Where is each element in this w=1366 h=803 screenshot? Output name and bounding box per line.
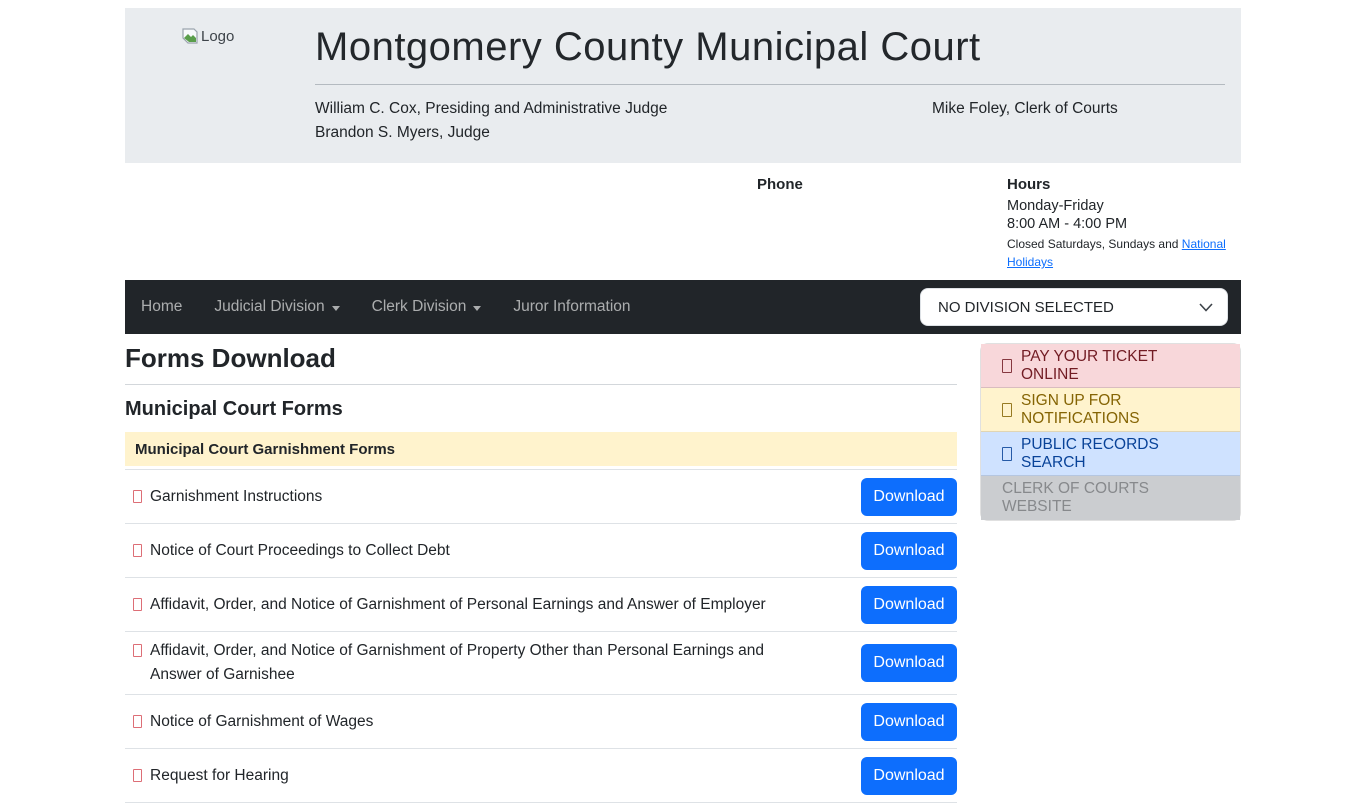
- form-file-icon: [133, 715, 142, 728]
- download-button[interactable]: Download: [861, 757, 957, 795]
- phone-section: [757, 176, 1007, 280]
- form-name: [125, 485, 322, 509]
- records-search-icon: [1002, 447, 1012, 461]
- court-officials: [315, 97, 1225, 145]
- national-holidays-link[interactable]: National Holidays: [1007, 237, 1226, 269]
- clerk-of-courts: Mike Foley, Clerk of Courts: [932, 100, 1118, 117]
- pay-ticket-online-button[interactable]: [981, 344, 1240, 388]
- clerk-of-courts-website-button[interactable]: [981, 476, 1240, 520]
- form-row: [125, 632, 957, 695]
- form-file-icon: [133, 598, 142, 611]
- form-row: [125, 524, 957, 578]
- nav-item-clerk-division[interactable]: [356, 290, 498, 324]
- judges-list: [315, 97, 667, 145]
- contact-info-strip: [125, 163, 1241, 280]
- hours-section: [1007, 176, 1241, 280]
- download-button[interactable]: Download: [861, 532, 957, 570]
- broken-image-glyph-icon: [181, 28, 199, 45]
- division-select[interactable]: [920, 288, 1228, 326]
- quick-links-sidebar: [980, 343, 1241, 521]
- logo-area: [125, 22, 315, 145]
- form-row: [125, 470, 957, 524]
- forms-main-column: [125, 334, 957, 803]
- form-name: [125, 710, 373, 734]
- broken-image-icon: [181, 28, 234, 45]
- nav-item-judicial-division[interactable]: [198, 290, 355, 324]
- section-title: Municipal Court Forms: [125, 398, 343, 420]
- site-title: Montgomery County Municipal Court: [315, 25, 981, 69]
- closed-note: [1007, 235, 1241, 271]
- records-search-label: PUBLIC RECORDS SEARCH: [1021, 435, 1159, 471]
- form-name-text: Affidavit, Order, and Notice of Garnishment of Personal Earnings and Answer of Employer: [150, 595, 766, 613]
- chevron-down-icon: [332, 306, 340, 311]
- info-spacer: [125, 176, 757, 280]
- pay-ticket-label: PAY YOUR TICKET ONLINE: [1021, 347, 1158, 383]
- nav-item-home[interactable]: [125, 290, 198, 324]
- hours-days: Monday-Friday: [1007, 198, 1104, 214]
- presiding-judge: William C. Cox, Presiding and Administrative Judge: [315, 100, 668, 117]
- page-title-divider: [125, 384, 957, 385]
- hours-times: 8:00 AM - 4:00 PM: [1007, 216, 1128, 232]
- chevron-down-icon: [473, 306, 481, 311]
- header-text: [315, 22, 1225, 145]
- form-name: [125, 764, 289, 788]
- form-name-text: Garnishment Instructions: [150, 487, 323, 505]
- pay-ticket-icon: [1002, 359, 1012, 373]
- nav-item-clerk-division-label: Clerk Division: [371, 298, 467, 315]
- download-button[interactable]: Download: [861, 703, 957, 741]
- main-navbar: [125, 280, 1241, 334]
- notifications-icon: [1002, 403, 1012, 417]
- download-button[interactable]: Download: [861, 644, 957, 682]
- form-file-icon: [133, 544, 142, 557]
- hours-label: Hours: [1007, 176, 1051, 193]
- chevron-down-icon: [1199, 303, 1213, 312]
- download-button[interactable]: Download: [861, 478, 957, 516]
- download-button[interactable]: Download: [861, 586, 957, 624]
- form-name: [125, 539, 450, 563]
- division-select-value: NO DIVISION SELECTED: [938, 298, 1114, 316]
- public-records-search-button[interactable]: [981, 432, 1240, 476]
- content-area: [125, 334, 1241, 803]
- forms-group-header: Municipal Court Garnishment Forms: [125, 432, 957, 466]
- nav-item-home-label: Home: [141, 298, 183, 315]
- form-name-text: Affidavit, Order, and Notice of Garnishment of Property Other than Personal Earnings and Answer of Garnishee: [150, 642, 765, 683]
- page-title: Forms Download: [125, 343, 336, 373]
- closed-text: Closed Saturdays, Sundays and: [1007, 237, 1182, 251]
- phone-label: Phone: [757, 176, 803, 193]
- nav-item-juror-information[interactable]: [497, 290, 646, 324]
- clerk-website-label: CLERK OF COURTS WEBSITE: [1002, 480, 1149, 515]
- form-row: [125, 695, 957, 749]
- form-name: [125, 639, 785, 687]
- form-name-text: Request for Hearing: [150, 766, 289, 784]
- forms-list: [125, 469, 957, 803]
- form-name-text: Notice of Court Proceedings to Collect Debt: [150, 541, 450, 559]
- notifications-label: SIGN UP FOR NOTIFICATIONS: [1021, 391, 1140, 427]
- sign-up-notifications-button[interactable]: [981, 388, 1240, 432]
- site-header: [125, 8, 1241, 163]
- logo-alt-text: Logo: [201, 28, 235, 45]
- form-row: [125, 578, 957, 632]
- form-row: [125, 749, 957, 803]
- nav-item-judicial-division-label: Judicial Division: [214, 298, 325, 315]
- form-name: [125, 593, 766, 617]
- form-file-icon: [133, 769, 142, 782]
- form-name-text: Notice of Garnishment of Wages: [150, 712, 374, 730]
- nav-item-juror-information-label: Juror Information: [513, 298, 631, 315]
- form-file-icon: [133, 644, 142, 657]
- title-divider: [315, 84, 1225, 85]
- page-container: [125, 8, 1241, 803]
- judge: Brandon S. Myers, Judge: [315, 124, 490, 141]
- form-file-icon: [133, 490, 142, 503]
